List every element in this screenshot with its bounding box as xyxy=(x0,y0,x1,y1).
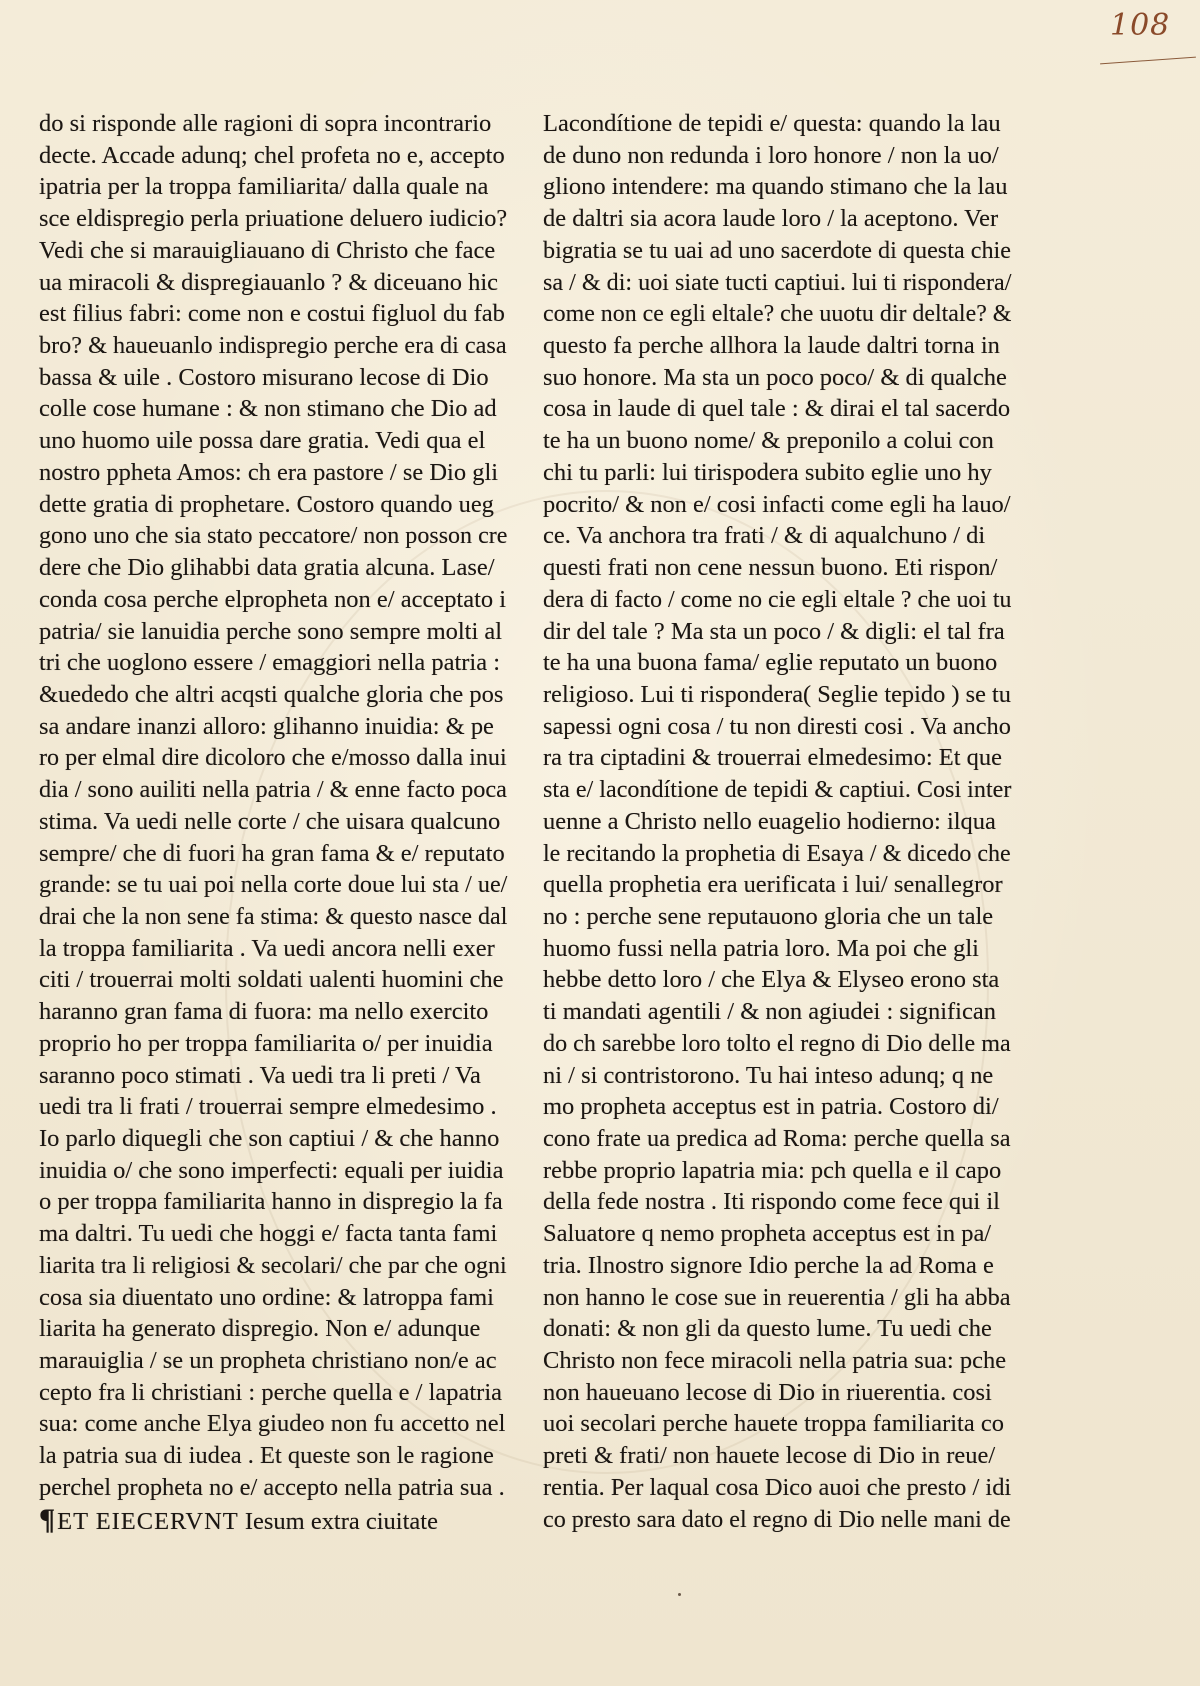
text-line: proprio ho per troppa familiarita o/ per inuidia xyxy=(39,1029,493,1057)
text-line: est filius fabri: come non e costui figluol du fab xyxy=(39,300,505,328)
text-line: grande: se tu uai poi nella corte doue lui sta / ue/ xyxy=(39,871,508,899)
text-line: do ch sarebbe loro tolto el regno di Dio delle ma xyxy=(543,1029,1011,1057)
text-line: la troppa familiarita . Va uedi ancora nelli exer xyxy=(39,934,495,962)
text-line: marauiglia / se un propheta christiano non/e ac xyxy=(39,1347,497,1375)
text-line: bro? & haueuanlo indispregio perche era di casa xyxy=(39,332,507,360)
text-line: la patria sua di iudea . Et queste son le ragione xyxy=(39,1442,494,1470)
ink-speck xyxy=(678,1593,681,1596)
text-line: questi frati non cene nessun buono. Eti rispon/ xyxy=(543,554,998,582)
text-line: pocrito/ & non e/ cosi infacti come egli ha lauo/ xyxy=(543,490,1011,518)
text-line: gliono intendere: ma quando stimano che la lau xyxy=(543,173,1008,201)
text-line: ro per elmal dire dicoloro che e/mosso dalla inui xyxy=(39,744,507,772)
text-line: Saluatore q nemo propheta acceptus est in pa/ xyxy=(543,1220,992,1248)
text-line: nostro ppheta Amos: ch era pastore / se Dio gli xyxy=(39,458,499,486)
text-line: ni / si contristorono. Tu hai inteso adunq; q ne xyxy=(543,1061,994,1089)
text-line: preti & frati/ non hauete lecose di Dio in reue/ xyxy=(543,1442,996,1470)
text-line: Lacondítione de tepidi e/ questa: quando la lau xyxy=(543,110,1001,137)
text-line: o per troppa familiarita hanno in dispregio la fa xyxy=(39,1188,503,1216)
text-line: dia / sono auiliti nella patria / & enne facto poca xyxy=(39,776,507,804)
text-line: stima. Va uedi nelle corte / che uisara qualcuno xyxy=(39,807,501,835)
text-line: cosa in laude di quel tale : & dirai el tal sacerdo xyxy=(543,395,1011,423)
text-line: donati: & non gli da questo lume. Tu uedi che xyxy=(543,1315,992,1343)
text-line: ipatria per la troppa familiarita/ dalla quale na xyxy=(39,173,489,201)
text-line: Vedi che si marauigliauano di Christo che face xyxy=(39,236,496,264)
text-line: tria. Ilnostro signore Idio perche la ad Roma e xyxy=(543,1251,994,1279)
text-line: cepto fra li christiani : perche quella e / lapatria xyxy=(39,1378,503,1406)
text-line: rentia. Per laqual cosa Dico auoi che presto / idi xyxy=(543,1473,1012,1501)
text-line: dette gratia di prophetare. Costoro quando ueg xyxy=(39,490,494,518)
text-line: de duno non redunda i loro honore / non la uo/ xyxy=(543,141,999,169)
text-line: do si risponde alle ragioni di sopra incontrario xyxy=(39,110,492,137)
text-line: ti mandati agentili / & non agiudei : significan xyxy=(543,998,996,1026)
text-line: patria/ sie lanuidia perche sono sempre molti al xyxy=(39,617,503,645)
text-line: ma daltri. Tu uedi che hoggi e/ facta tanta fami xyxy=(39,1220,498,1248)
text-line: suo honore. Ma sta un poco poco/ & di qualche xyxy=(543,363,1007,391)
text-line: conda cosa perche elpropheta non e/ acceptato i xyxy=(39,585,507,613)
text-line: chi tu parli: lui tirispodera subito eglie uno hy xyxy=(543,458,992,486)
text-line: haranno gran fama di fuora: ma nello exercito xyxy=(39,998,489,1026)
text-line: uno huomo uile possa dare gratia. Vedi qua el xyxy=(39,427,486,455)
text-line: uoi secolari perche hauete troppa familiarita co xyxy=(543,1410,1004,1438)
text-line: questo fa perche allhora la laude daltri torna in xyxy=(543,332,1000,360)
section-heading-caps: ET EIECERVNT xyxy=(57,1507,239,1535)
text-line: non haueuano lecose di Dio in riuerentia. cosi xyxy=(543,1378,992,1406)
text-line: sapessi ogni cosa / tu non diresti cosi . Va ancho xyxy=(543,712,1011,740)
text-line: sa / & di: uoi siate tucti captiui. lui ti rispondera/ xyxy=(543,268,1012,296)
text-line: colle cose humane : & non stimano che Dio ad xyxy=(39,395,497,423)
text-line: rebbe proprio lapatria mia: pch quella e il capo xyxy=(543,1156,1002,1184)
text-line: Io parlo diquegli che son captiui / & che hanno xyxy=(39,1125,500,1152)
right-text-column xyxy=(543,108,1013,1535)
text-line: drai che la non sene fa stima: & questo nasce dal xyxy=(39,902,508,930)
text-line: co presto sara dato el regno di Dio nelle mani de xyxy=(543,1505,1011,1533)
folio-underline xyxy=(1100,57,1196,65)
text-line: Christo non fece miracoli nella patria sua: pche xyxy=(543,1347,1007,1375)
text-line: le recitando la prophetia di Esaya / & dicedo che xyxy=(543,839,1011,867)
text-line: bassa & uile . Costoro misurano lecose di Dio xyxy=(39,363,489,391)
left-text-column xyxy=(39,108,509,1535)
text-line: gono uno che sia stato peccatore/ non posson cre xyxy=(39,522,508,550)
text-line: sempre/ che di fuori ha gran fama & e/ reputato xyxy=(39,839,505,867)
folio-number: 108 xyxy=(1110,8,1171,43)
text-line: tri che uoglono essere / emaggiori nella patria : xyxy=(39,649,501,677)
text-line: citi / trouerrai molti soldati ualenti huomini che xyxy=(39,966,504,994)
text-line: cono frate ua predica ad Roma: perche quella sa xyxy=(543,1125,1011,1152)
text-line: non hanno le cose sue in reuerentia / gli ha abba xyxy=(543,1283,1011,1311)
text-line: religioso. Lui ti rispondera( Seglie tepido ) se tu xyxy=(543,680,1011,708)
text-line: uenne a Christo nello euagelio hodierno: ilqua xyxy=(543,807,996,835)
text-line: cosa sia diuentato uno ordine: & latroppa fami xyxy=(39,1283,494,1311)
text-line: perchel propheta no e/ accepto nella patria sua . xyxy=(39,1473,505,1501)
text-line: huomo fussi nella patria loro. Ma poi che gli xyxy=(543,934,979,962)
text-line: sa andare inanzi alloro: glihanno inuidia: & pe xyxy=(39,712,494,740)
text-line: no : perche sene reputauono gloria che un tale xyxy=(543,902,994,930)
text-line: decte. Accade adunq; chel profeta no e, accepto xyxy=(39,141,505,169)
text-line: uedi tra li frati / trouerrai sempre elmedesimo . xyxy=(39,1093,497,1121)
section-heading-rest: Iesum extra ciuitate xyxy=(238,1507,438,1535)
text-line: sua: come anche Elya giudeo non fu accetto nel xyxy=(39,1410,506,1438)
text-line: dere che Dio glihabbi data gratia alcuna. Lase/ xyxy=(39,554,495,582)
text-line: quella prophetia era uerificata i lui/ senallegror xyxy=(543,871,1003,899)
text-line: &uededo che altri acqsti qualche gloria che pos xyxy=(39,680,504,708)
text-line: ua miracoli & dispregiauanlo ? & diceuano hic xyxy=(39,268,499,296)
text-line: te ha una buona fama/ eglie reputato un buono xyxy=(543,649,998,677)
text-line: sta e/ lacondítione de tepidi & captiui. Cosi inter xyxy=(543,776,1012,804)
text-line: ce. Va anchora tra frati / & di aqualchuno / di xyxy=(543,522,986,550)
text-line: liarita tra li religiosi & secolari/ che par che ogni xyxy=(39,1251,507,1279)
text-line: dera di facto / come no cie egli eltale ? che uoi tu xyxy=(543,585,1012,613)
text-line: te ha un buono nome/ & preponilo a colui con xyxy=(543,427,994,455)
text-line: come non ce egli eltale? che uuotu dir deltale? & xyxy=(543,300,1012,328)
text-line: della fede nostra . Iti rispondo come fece qui il xyxy=(543,1188,1000,1216)
text-line: ra tra ciptadini & trouerrai elmedesimo: Et que xyxy=(543,744,1002,772)
text-line: saranno poco stimati . Va uedi tra li preti / Va xyxy=(39,1061,481,1089)
text-line: mo propheta acceptus est in patria. Costoro di/ xyxy=(543,1093,999,1121)
section-heading-line xyxy=(39,1504,507,1536)
pilcrow-mark: ¶ xyxy=(39,1502,56,1536)
text-line: hebbe detto loro / che Elya & Elyseo erono sta xyxy=(543,966,1000,994)
text-line: liarita ha generato dispregio. Non e/ adunque xyxy=(39,1315,481,1343)
text-line: sce eldispregio perla priuatione deluero iudicio? xyxy=(39,205,508,233)
text-line: de daltri sia acora laude loro / la aceptono. Ver xyxy=(543,205,999,233)
text-line: inuidia o/ che sono imperfecti: equali per iuidia xyxy=(39,1156,504,1184)
text-line: bigratia se tu uai ad uno sacerdote di questa chie xyxy=(543,236,1012,264)
text-line: dir del tale ? Ma sta un poco / & digli: el tal fra xyxy=(543,617,1005,645)
